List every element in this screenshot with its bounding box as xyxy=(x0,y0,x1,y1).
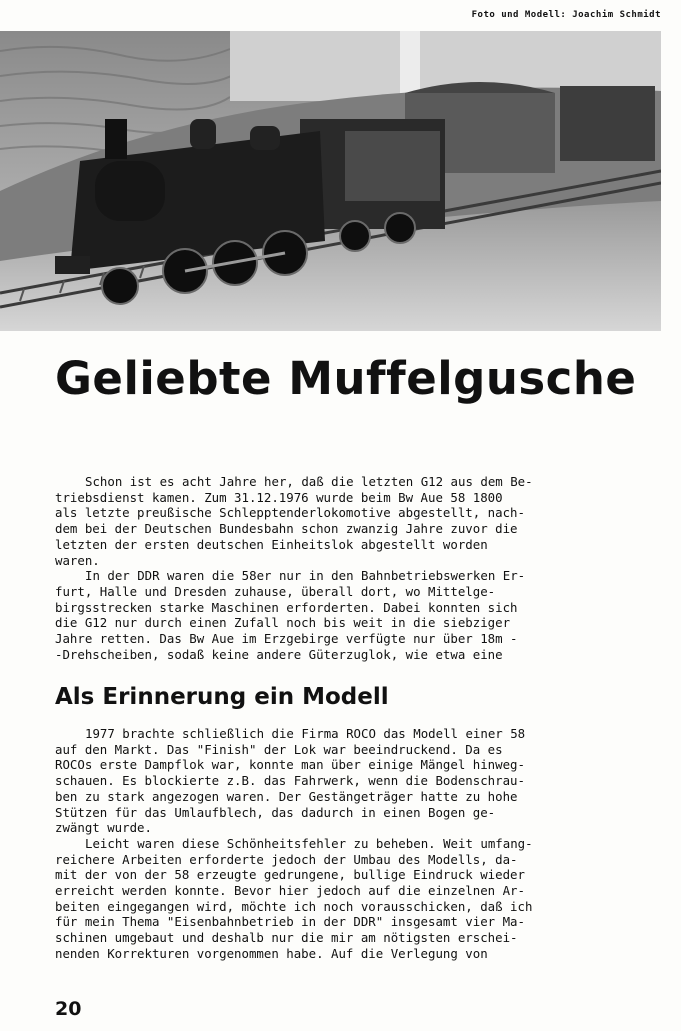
text-line: Schon ist es acht Jahre her, daß die letzten G12 aus dem Be- xyxy=(85,474,533,489)
article-title: Geliebte Muffelgusche xyxy=(55,352,637,405)
text-line: als letzte preußische Schlepptenderlokomotive abgestellt, nach- xyxy=(55,505,525,521)
steam-locomotive-photo-icon xyxy=(0,31,661,331)
text-line: triebsdienst kamen. Zum 31.12.1976 wurde beim Bw Aue 58 1800 xyxy=(55,489,503,505)
text-line: für mein Thema "Eisenbahnbetrieb in der DDR" insgesamt vier Ma- xyxy=(55,914,525,930)
section-paragraph xyxy=(55,726,661,962)
text-line: furt, Halle und Dresden zuhause, überall dort, wo Mittelge- xyxy=(55,583,496,599)
text-line: erreicht werden konnte. Bevor hier jedoch auf die einzelnen Ar- xyxy=(55,883,525,899)
text-line: auf den Markt. Das "Finish" der Lok war beeindruckend. Da es xyxy=(55,741,503,757)
intro-paragraph xyxy=(55,474,661,662)
text-line: Leicht waren diese Schönheitsfehler zu beheben. Weit umfang- xyxy=(85,835,533,851)
locomotive-photo xyxy=(0,31,661,331)
text-line: mit der von der 58 erzeugte gedrungene, bullige Eindruck wieder xyxy=(55,867,525,883)
text-line: ROCOs erste Dampflok war, konnte man über einige Mängel hinweg- xyxy=(55,757,525,773)
page-number: 20 xyxy=(55,998,82,1020)
text-line: Jahre retten. Das Bw Aue im Erzgebirge verfügte nur über 18m - xyxy=(55,631,518,647)
section-heading: Als Erinnerung ein Modell xyxy=(55,684,389,710)
text-line: beiten eingegangen wird, möchte ich noch vorausschicken, daß ich xyxy=(55,898,533,914)
photo-credit: Foto und Modell: Joachim Schmidt xyxy=(471,10,661,20)
text-line: -Drehscheiben, sodaß keine andere Güterzuglok, wie etwa eine xyxy=(55,646,503,662)
text-line: birgsstrecken starke Maschinen erforderten. Dabei konnten sich xyxy=(55,599,518,615)
text-line: die G12 nur durch einen Zufall noch bis weit in die siebziger xyxy=(55,615,511,631)
text-line: dem bei der Deutschen Bundesbahn schon zwanzig Jahre zuvor die xyxy=(55,521,518,537)
text-line: letzten der ersten deutschen Einheitslok abgestellt worden xyxy=(55,536,488,552)
text-line: ben zu stark angezogen waren. Der Gestängeträger hatte zu hohe xyxy=(55,788,518,804)
text-line: zwängt wurde. xyxy=(55,820,152,836)
text-line: reichere Arbeiten erforderte jedoch der Umbau des Modells, da- xyxy=(55,851,518,867)
text-line: waren. xyxy=(55,552,100,568)
text-line: 1977 brachte schließlich die Firma ROCO das Modell einer 58 xyxy=(85,726,526,741)
text-line: In der DDR waren die 58er nur in den Bahnbetriebswerken Er- xyxy=(85,568,526,584)
text-line: schinen umgebaut und deshalb nur die mir am nötigsten erschei- xyxy=(55,930,518,946)
text-line: Stützen für das Umlaufblech, das dadurch in einen Bogen ge- xyxy=(55,804,496,820)
text-line: schauen. Es blockierte z.B. das Fahrwerk, wenn die Bodenschrau- xyxy=(55,773,525,789)
text-line: nenden Korrekturen vorgenommen habe. Auf die Verlegung von xyxy=(55,945,488,961)
